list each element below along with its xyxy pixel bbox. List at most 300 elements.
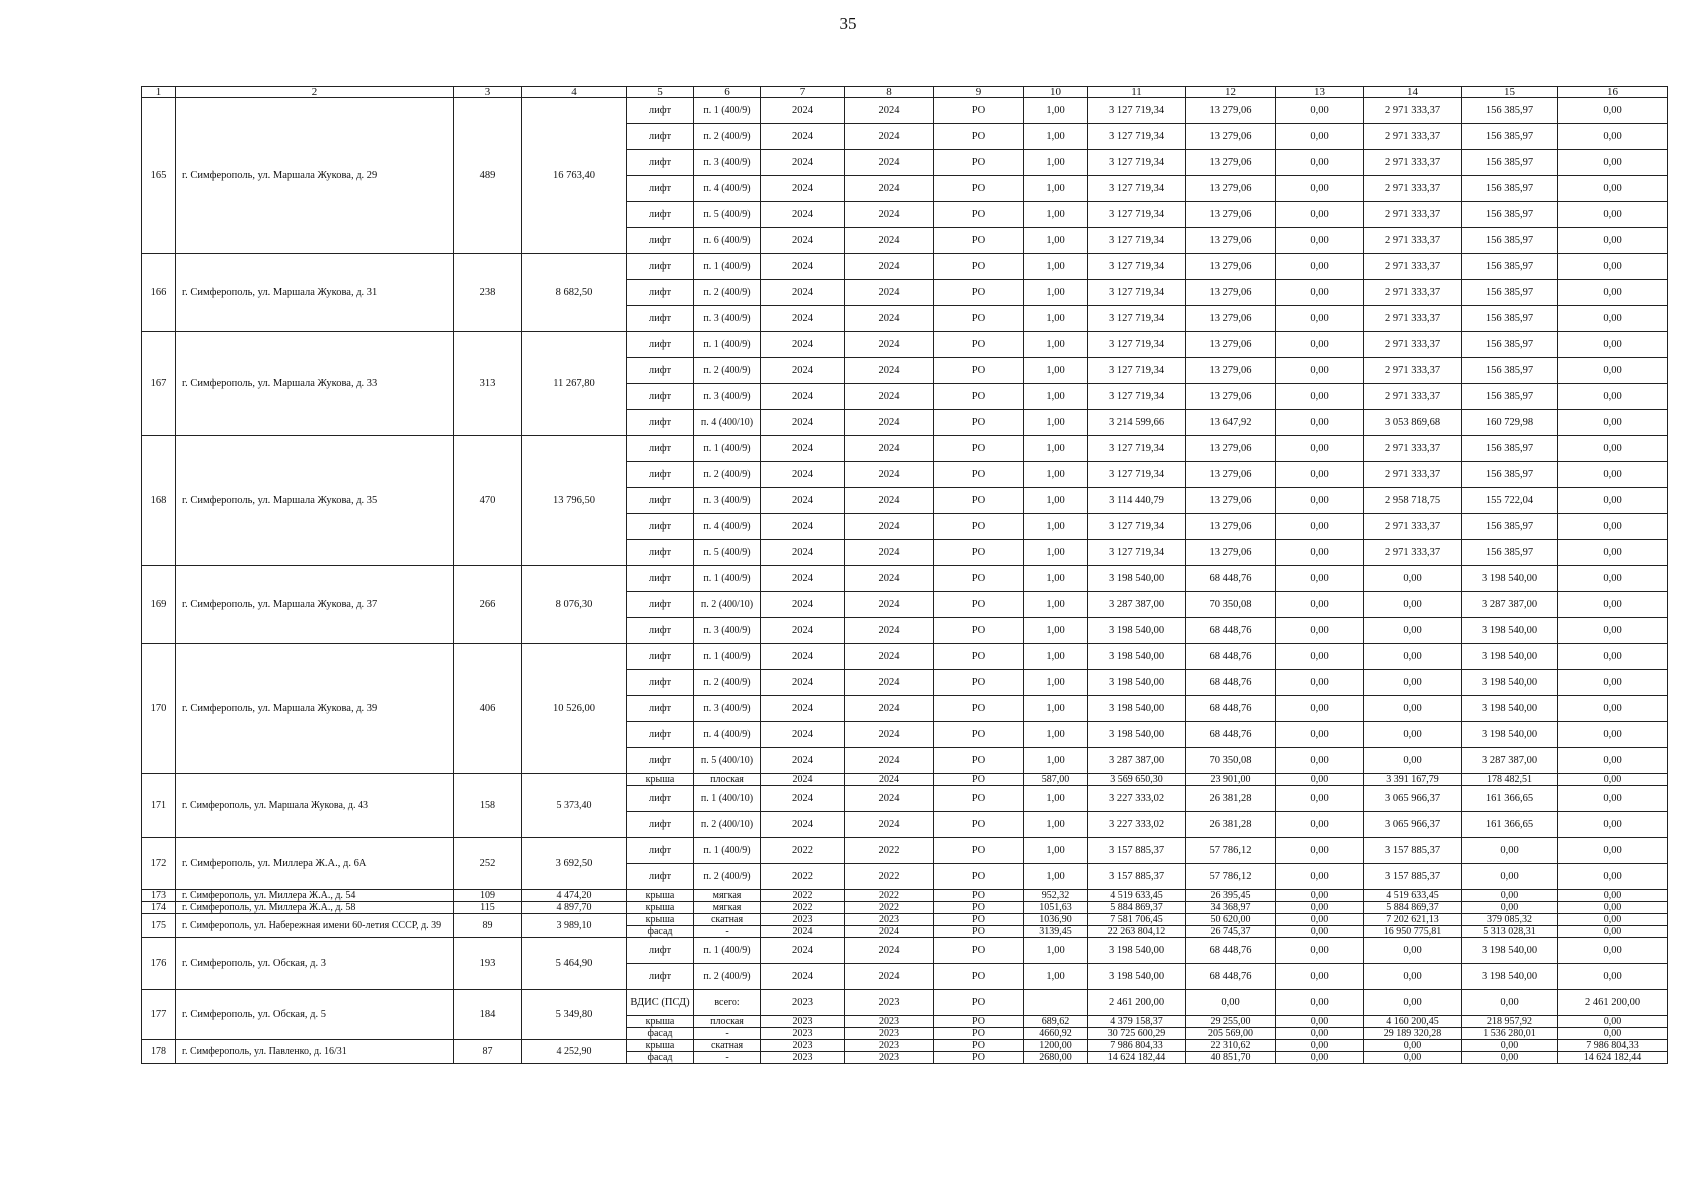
start-year-cell: 2024: [761, 514, 845, 540]
column-header: 14: [1364, 87, 1462, 98]
work-type-cell: лифт: [627, 410, 694, 436]
work-detail-cell: п. 2 (400/9): [694, 864, 761, 890]
contractor-cell: РО: [934, 462, 1024, 488]
owner-funds-cell: 0,00: [1558, 332, 1668, 358]
work-detail-cell: п. 2 (400/10): [694, 592, 761, 618]
work-type-cell: лифт: [627, 488, 694, 514]
regional-funds-cell: 155 722,04: [1462, 488, 1558, 514]
federal-funds-cell: 0,00: [1276, 98, 1364, 124]
contractor-cell: РО: [934, 774, 1024, 786]
owner-funds-cell: 0,00: [1558, 358, 1668, 384]
address-cell: г. Симферополь, ул. Обская, д. 5: [176, 990, 454, 1040]
start-year-cell: 2022: [761, 838, 845, 864]
volume-cell: 1,00: [1024, 410, 1088, 436]
contractor-cell: РО: [934, 914, 1024, 926]
contractor-cell: РО: [934, 748, 1024, 774]
owner-funds-cell: 0,00: [1558, 176, 1668, 202]
work-type-cell: лифт: [627, 254, 694, 280]
start-year-cell: 2024: [761, 410, 845, 436]
start-year-cell: 2024: [761, 254, 845, 280]
regional-funds-cell: 156 385,97: [1462, 514, 1558, 540]
column-header: 8: [845, 87, 934, 98]
work-detail-cell: п. 1 (400/9): [694, 98, 761, 124]
apartments-cell: 252: [454, 838, 522, 890]
contractor-cell: РО: [934, 124, 1024, 150]
volume-cell: 1,00: [1024, 462, 1088, 488]
federal-funds-cell: 0,00: [1276, 618, 1364, 644]
work-type-cell: лифт: [627, 540, 694, 566]
work-type-cell: лифт: [627, 332, 694, 358]
end-year-cell: 2024: [845, 254, 934, 280]
end-year-cell: 2023: [845, 1040, 934, 1052]
address-cell: г. Симферополь, ул. Миллера Ж.А., д. 54: [176, 890, 454, 902]
total-cost-cell: 7 986 804,33: [1088, 1040, 1186, 1052]
apartments-cell: 184: [454, 990, 522, 1040]
total-cost-cell: 3 127 719,34: [1088, 436, 1186, 462]
start-year-cell: 2022: [761, 890, 845, 902]
start-year-cell: 2024: [761, 722, 845, 748]
owner-funds-cell: 0,00: [1558, 306, 1668, 332]
work-type-cell: крыша: [627, 1040, 694, 1052]
work-type-cell: крыша: [627, 1016, 694, 1028]
work-detail-cell: п. 1 (400/9): [694, 938, 761, 964]
regional-funds-cell: 156 385,97: [1462, 306, 1558, 332]
work-detail-cell: п. 2 (400/9): [694, 280, 761, 306]
volume-cell: 952,32: [1024, 890, 1088, 902]
federal-funds-cell: 0,00: [1276, 1052, 1364, 1064]
start-year-cell: 2024: [761, 938, 845, 964]
fund-funds-cell: 2 971 333,37: [1364, 540, 1462, 566]
owner-funds-cell: 0,00: [1558, 488, 1668, 514]
end-year-cell: 2024: [845, 202, 934, 228]
fund-funds-cell: 2 971 333,37: [1364, 150, 1462, 176]
contractor-cell: РО: [934, 696, 1024, 722]
volume-cell: 689,62: [1024, 1016, 1088, 1028]
fund-funds-cell: 3 053 869,68: [1364, 410, 1462, 436]
contractor-cell: РО: [934, 1028, 1024, 1040]
federal-funds-cell: 0,00: [1276, 964, 1364, 990]
start-year-cell: 2024: [761, 332, 845, 358]
fund-funds-cell: 0,00: [1364, 964, 1462, 990]
end-year-cell: 2024: [845, 926, 934, 938]
unit-cost-cell: 57 786,12: [1186, 864, 1276, 890]
volume-cell: 1,00: [1024, 488, 1088, 514]
end-year-cell: 2024: [845, 150, 934, 176]
work-detail-cell: п. 5 (400/10): [694, 748, 761, 774]
area-cell: 3 989,10: [522, 914, 627, 938]
work-detail-cell: п. 3 (400/9): [694, 306, 761, 332]
work-detail-cell: скатная: [694, 1040, 761, 1052]
start-year-cell: 2024: [761, 812, 845, 838]
fund-funds-cell: 3 157 885,37: [1364, 864, 1462, 890]
regional-funds-cell: 0,00: [1462, 890, 1558, 902]
volume-cell: 1051,63: [1024, 902, 1088, 914]
contractor-cell: РО: [934, 410, 1024, 436]
federal-funds-cell: 0,00: [1276, 938, 1364, 964]
contractor-cell: РО: [934, 1016, 1024, 1028]
row-number-cell: 165: [142, 98, 176, 254]
unit-cost-cell: 68 448,76: [1186, 670, 1276, 696]
total-cost-cell: 3 198 540,00: [1088, 722, 1186, 748]
area-cell: 10 526,00: [522, 644, 627, 774]
owner-funds-cell: 7 986 804,33: [1558, 1040, 1668, 1052]
table-row: [142, 644, 1668, 670]
unit-cost-cell: 13 279,06: [1186, 150, 1276, 176]
row-number-cell: 166: [142, 254, 176, 332]
owner-funds-cell: 0,00: [1558, 812, 1668, 838]
total-cost-cell: 3 114 440,79: [1088, 488, 1186, 514]
unit-cost-cell: 13 279,06: [1186, 384, 1276, 410]
unit-cost-cell: 13 279,06: [1186, 98, 1276, 124]
table-row: [142, 838, 1668, 864]
work-type-cell: фасад: [627, 1028, 694, 1040]
federal-funds-cell: 0,00: [1276, 384, 1364, 410]
end-year-cell: 2024: [845, 410, 934, 436]
contractor-cell: РО: [934, 990, 1024, 1016]
federal-funds-cell: 0,00: [1276, 514, 1364, 540]
regional-funds-cell: 156 385,97: [1462, 358, 1558, 384]
fund-funds-cell: 2 971 333,37: [1364, 98, 1462, 124]
federal-funds-cell: 0,00: [1276, 462, 1364, 488]
federal-funds-cell: 0,00: [1276, 864, 1364, 890]
volume-cell: 1,00: [1024, 306, 1088, 332]
volume-cell: 1,00: [1024, 670, 1088, 696]
regional-funds-cell: 160 729,98: [1462, 410, 1558, 436]
unit-cost-cell: 13 279,06: [1186, 462, 1276, 488]
address-cell: г. Симферополь, ул. Маршала Жукова, д. 33: [176, 332, 454, 436]
start-year-cell: 2024: [761, 644, 845, 670]
start-year-cell: 2023: [761, 1052, 845, 1064]
end-year-cell: 2024: [845, 722, 934, 748]
fund-funds-cell: 3 065 966,37: [1364, 812, 1462, 838]
volume-cell: 1,00: [1024, 618, 1088, 644]
work-detail-cell: п. 1 (400/9): [694, 436, 761, 462]
federal-funds-cell: 0,00: [1276, 228, 1364, 254]
area-cell: 3 692,50: [522, 838, 627, 890]
total-cost-cell: 3 127 719,34: [1088, 514, 1186, 540]
work-detail-cell: п. 2 (400/10): [694, 812, 761, 838]
owner-funds-cell: 0,00: [1558, 1016, 1668, 1028]
area-cell: 4 474,20: [522, 890, 627, 902]
total-cost-cell: 4 379 158,37: [1088, 1016, 1186, 1028]
work-detail-cell: п. 4 (400/10): [694, 410, 761, 436]
regional-funds-cell: 156 385,97: [1462, 176, 1558, 202]
regional-funds-cell: 3 198 540,00: [1462, 566, 1558, 592]
federal-funds-cell: 0,00: [1276, 306, 1364, 332]
fund-funds-cell: 2 971 333,37: [1364, 254, 1462, 280]
federal-funds-cell: 0,00: [1276, 176, 1364, 202]
regional-funds-cell: 156 385,97: [1462, 124, 1558, 150]
federal-funds-cell: 0,00: [1276, 644, 1364, 670]
area-cell: 5 373,40: [522, 774, 627, 838]
page-number: 35: [839, 14, 857, 33]
federal-funds-cell: 0,00: [1276, 812, 1364, 838]
total-cost-cell: 3 198 540,00: [1088, 618, 1186, 644]
regional-funds-cell: 0,00: [1462, 838, 1558, 864]
unit-cost-cell: 68 448,76: [1186, 722, 1276, 748]
fund-funds-cell: 5 884 869,37: [1364, 902, 1462, 914]
regional-funds-cell: 156 385,97: [1462, 436, 1558, 462]
end-year-cell: 2024: [845, 384, 934, 410]
row-number-cell: 167: [142, 332, 176, 436]
column-header: 2: [176, 87, 454, 98]
work-type-cell: лифт: [627, 514, 694, 540]
total-cost-cell: 3 157 885,37: [1088, 838, 1186, 864]
work-type-cell: лифт: [627, 964, 694, 990]
start-year-cell: 2024: [761, 98, 845, 124]
work-detail-cell: плоская: [694, 1016, 761, 1028]
fund-funds-cell: 0,00: [1364, 644, 1462, 670]
regional-funds-cell: 0,00: [1462, 902, 1558, 914]
column-header: 12: [1186, 87, 1276, 98]
total-cost-cell: 3 127 719,34: [1088, 280, 1186, 306]
area-cell: 16 763,40: [522, 98, 627, 254]
owner-funds-cell: 0,00: [1558, 786, 1668, 812]
unit-cost-cell: 26 381,28: [1186, 812, 1276, 838]
volume-cell: 1,00: [1024, 124, 1088, 150]
table-row: [142, 774, 1668, 786]
owner-funds-cell: 0,00: [1558, 696, 1668, 722]
fund-funds-cell: 3 065 966,37: [1364, 786, 1462, 812]
work-detail-cell: п. 3 (400/9): [694, 150, 761, 176]
table-row: [142, 914, 1668, 926]
federal-funds-cell: 0,00: [1276, 358, 1364, 384]
work-detail-cell: скатная: [694, 914, 761, 926]
fund-funds-cell: 2 971 333,37: [1364, 514, 1462, 540]
start-year-cell: 2024: [761, 202, 845, 228]
contractor-cell: РО: [934, 618, 1024, 644]
federal-funds-cell: 0,00: [1276, 254, 1364, 280]
unit-cost-cell: 13 279,06: [1186, 124, 1276, 150]
column-header: 3: [454, 87, 522, 98]
work-detail-cell: п. 3 (400/9): [694, 384, 761, 410]
unit-cost-cell: 57 786,12: [1186, 838, 1276, 864]
total-cost-cell: 3 127 719,34: [1088, 332, 1186, 358]
end-year-cell: 2023: [845, 1016, 934, 1028]
regional-funds-cell: 156 385,97: [1462, 254, 1558, 280]
start-year-cell: 2024: [761, 696, 845, 722]
total-cost-cell: 3 214 599,66: [1088, 410, 1186, 436]
work-detail-cell: п. 5 (400/9): [694, 202, 761, 228]
federal-funds-cell: 0,00: [1276, 1016, 1364, 1028]
end-year-cell: 2024: [845, 748, 934, 774]
owner-funds-cell: 0,00: [1558, 228, 1668, 254]
regional-funds-cell: 1 536 280,01: [1462, 1028, 1558, 1040]
total-cost-cell: 3 127 719,34: [1088, 384, 1186, 410]
end-year-cell: 2024: [845, 964, 934, 990]
address-cell: г. Симферополь, ул. Обская, д. 3: [176, 938, 454, 990]
end-year-cell: 2024: [845, 514, 934, 540]
volume-cell: 1,00: [1024, 358, 1088, 384]
work-detail-cell: п. 1 (400/9): [694, 644, 761, 670]
fund-funds-cell: 16 950 775,81: [1364, 926, 1462, 938]
area-cell: 8 682,50: [522, 254, 627, 332]
row-number-cell: 176: [142, 938, 176, 990]
owner-funds-cell: 0,00: [1558, 1028, 1668, 1040]
apartments-cell: 115: [454, 902, 522, 914]
area-cell: 5 464,90: [522, 938, 627, 990]
total-cost-cell: 3 569 650,30: [1088, 774, 1186, 786]
apartments-cell: 193: [454, 938, 522, 990]
end-year-cell: 2024: [845, 488, 934, 514]
volume-cell: 1,00: [1024, 98, 1088, 124]
total-cost-cell: 3 127 719,34: [1088, 228, 1186, 254]
federal-funds-cell: 0,00: [1276, 838, 1364, 864]
owner-funds-cell: 0,00: [1558, 280, 1668, 306]
federal-funds-cell: 0,00: [1276, 926, 1364, 938]
end-year-cell: 2024: [845, 774, 934, 786]
start-year-cell: 2024: [761, 618, 845, 644]
address-cell: г. Симферополь, ул. Маршала Жукова, д. 31: [176, 254, 454, 332]
owner-funds-cell: 0,00: [1558, 670, 1668, 696]
total-cost-cell: 3 127 719,34: [1088, 462, 1186, 488]
start-year-cell: 2023: [761, 1016, 845, 1028]
end-year-cell: 2024: [845, 540, 934, 566]
volume-cell: 2680,00: [1024, 1052, 1088, 1064]
end-year-cell: 2024: [845, 696, 934, 722]
unit-cost-cell: 70 350,08: [1186, 592, 1276, 618]
contractor-cell: РО: [934, 332, 1024, 358]
regional-funds-cell: 156 385,97: [1462, 332, 1558, 358]
start-year-cell: 2024: [761, 358, 845, 384]
row-number-cell: 168: [142, 436, 176, 566]
apartments-cell: 89: [454, 914, 522, 938]
work-type-cell: лифт: [627, 150, 694, 176]
table-row: [142, 938, 1668, 964]
total-cost-cell: 3 127 719,34: [1088, 254, 1186, 280]
volume-cell: 1,00: [1024, 722, 1088, 748]
work-type-cell: лифт: [627, 696, 694, 722]
total-cost-cell: 3 287 387,00: [1088, 748, 1186, 774]
volume-cell: 1,00: [1024, 592, 1088, 618]
regional-funds-cell: 3 198 540,00: [1462, 722, 1558, 748]
end-year-cell: 2024: [845, 462, 934, 488]
start-year-cell: 2024: [761, 228, 845, 254]
work-type-cell: крыша: [627, 774, 694, 786]
fund-funds-cell: 0,00: [1364, 1040, 1462, 1052]
address-cell: г. Симферополь, ул. Маршала Жукова, д. 35: [176, 436, 454, 566]
regional-funds-cell: 3 198 540,00: [1462, 964, 1558, 990]
work-type-cell: лифт: [627, 566, 694, 592]
apartments-cell: 109: [454, 890, 522, 902]
total-cost-cell: 3 127 719,34: [1088, 124, 1186, 150]
start-year-cell: 2024: [761, 306, 845, 332]
work-type-cell: лифт: [627, 202, 694, 228]
federal-funds-cell: 0,00: [1276, 540, 1364, 566]
unit-cost-cell: 68 448,76: [1186, 964, 1276, 990]
end-year-cell: 2024: [845, 938, 934, 964]
start-year-cell: 2024: [761, 488, 845, 514]
fund-funds-cell: 2 971 333,37: [1364, 228, 1462, 254]
owner-funds-cell: 0,00: [1558, 864, 1668, 890]
start-year-cell: 2024: [761, 774, 845, 786]
work-type-cell: крыша: [627, 914, 694, 926]
unit-cost-cell: 68 448,76: [1186, 938, 1276, 964]
federal-funds-cell: 0,00: [1276, 592, 1364, 618]
unit-cost-cell: 68 448,76: [1186, 618, 1276, 644]
total-cost-cell: 3 198 540,00: [1088, 696, 1186, 722]
fund-funds-cell: 2 971 333,37: [1364, 436, 1462, 462]
regional-funds-cell: 161 366,65: [1462, 786, 1558, 812]
owner-funds-cell: 0,00: [1558, 462, 1668, 488]
volume-cell: 1,00: [1024, 644, 1088, 670]
work-detail-cell: всего:: [694, 990, 761, 1016]
work-detail-cell: п. 4 (400/9): [694, 514, 761, 540]
contractor-cell: РО: [934, 514, 1024, 540]
fund-funds-cell: 0,00: [1364, 592, 1462, 618]
volume-cell: 1,00: [1024, 566, 1088, 592]
volume-cell: 1,00: [1024, 254, 1088, 280]
end-year-cell: 2024: [845, 332, 934, 358]
start-year-cell: 2024: [761, 124, 845, 150]
column-header: 5: [627, 87, 694, 98]
unit-cost-cell: 26 381,28: [1186, 786, 1276, 812]
fund-funds-cell: 2 971 333,37: [1364, 202, 1462, 228]
contractor-cell: РО: [934, 488, 1024, 514]
column-header: 1: [142, 87, 176, 98]
owner-funds-cell: 0,00: [1558, 98, 1668, 124]
column-header: 13: [1276, 87, 1364, 98]
start-year-cell: 2024: [761, 926, 845, 938]
volume-cell: 4660,92: [1024, 1028, 1088, 1040]
start-year-cell: 2023: [761, 1028, 845, 1040]
regional-funds-cell: 379 085,32: [1462, 914, 1558, 926]
federal-funds-cell: 0,00: [1276, 150, 1364, 176]
total-cost-cell: 3 127 719,34: [1088, 306, 1186, 332]
fund-funds-cell: 2 971 333,37: [1364, 280, 1462, 306]
unit-cost-cell: 13 279,06: [1186, 176, 1276, 202]
federal-funds-cell: 0,00: [1276, 1028, 1364, 1040]
work-detail-cell: п. 2 (400/9): [694, 124, 761, 150]
unit-cost-cell: 70 350,08: [1186, 748, 1276, 774]
federal-funds-cell: 0,00: [1276, 890, 1364, 902]
area-cell: 11 267,80: [522, 332, 627, 436]
work-type-cell: лифт: [627, 358, 694, 384]
unit-cost-cell: 40 851,70: [1186, 1052, 1276, 1064]
start-year-cell: 2024: [761, 150, 845, 176]
apartments-cell: 266: [454, 566, 522, 644]
owner-funds-cell: 0,00: [1558, 938, 1668, 964]
start-year-cell: 2024: [761, 566, 845, 592]
volume-cell: 1,00: [1024, 228, 1088, 254]
start-year-cell: 2024: [761, 786, 845, 812]
area-cell: 5 349,80: [522, 990, 627, 1040]
column-header: 7: [761, 87, 845, 98]
end-year-cell: 2024: [845, 306, 934, 332]
federal-funds-cell: 0,00: [1276, 488, 1364, 514]
work-type-cell: лифт: [627, 938, 694, 964]
contractor-cell: РО: [934, 254, 1024, 280]
volume-cell: [1024, 990, 1088, 1016]
regional-funds-cell: 0,00: [1462, 1040, 1558, 1052]
federal-funds-cell: 0,00: [1276, 202, 1364, 228]
work-type-cell: фасад: [627, 926, 694, 938]
volume-cell: 1,00: [1024, 176, 1088, 202]
end-year-cell: 2022: [845, 838, 934, 864]
apartments-cell: 158: [454, 774, 522, 838]
total-cost-cell: 3 157 885,37: [1088, 864, 1186, 890]
fund-funds-cell: 0,00: [1364, 722, 1462, 748]
unit-cost-cell: 13 279,06: [1186, 332, 1276, 358]
unit-cost-cell: 68 448,76: [1186, 696, 1276, 722]
fund-funds-cell: 3 157 885,37: [1364, 838, 1462, 864]
apartments-cell: 406: [454, 644, 522, 774]
column-header: 10: [1024, 87, 1088, 98]
regional-funds-cell: 156 385,97: [1462, 384, 1558, 410]
address-cell: г. Симферополь, ул. Маршала Жукова, д. 43: [176, 774, 454, 838]
regional-funds-cell: 3 198 540,00: [1462, 670, 1558, 696]
fund-funds-cell: 7 202 621,13: [1364, 914, 1462, 926]
